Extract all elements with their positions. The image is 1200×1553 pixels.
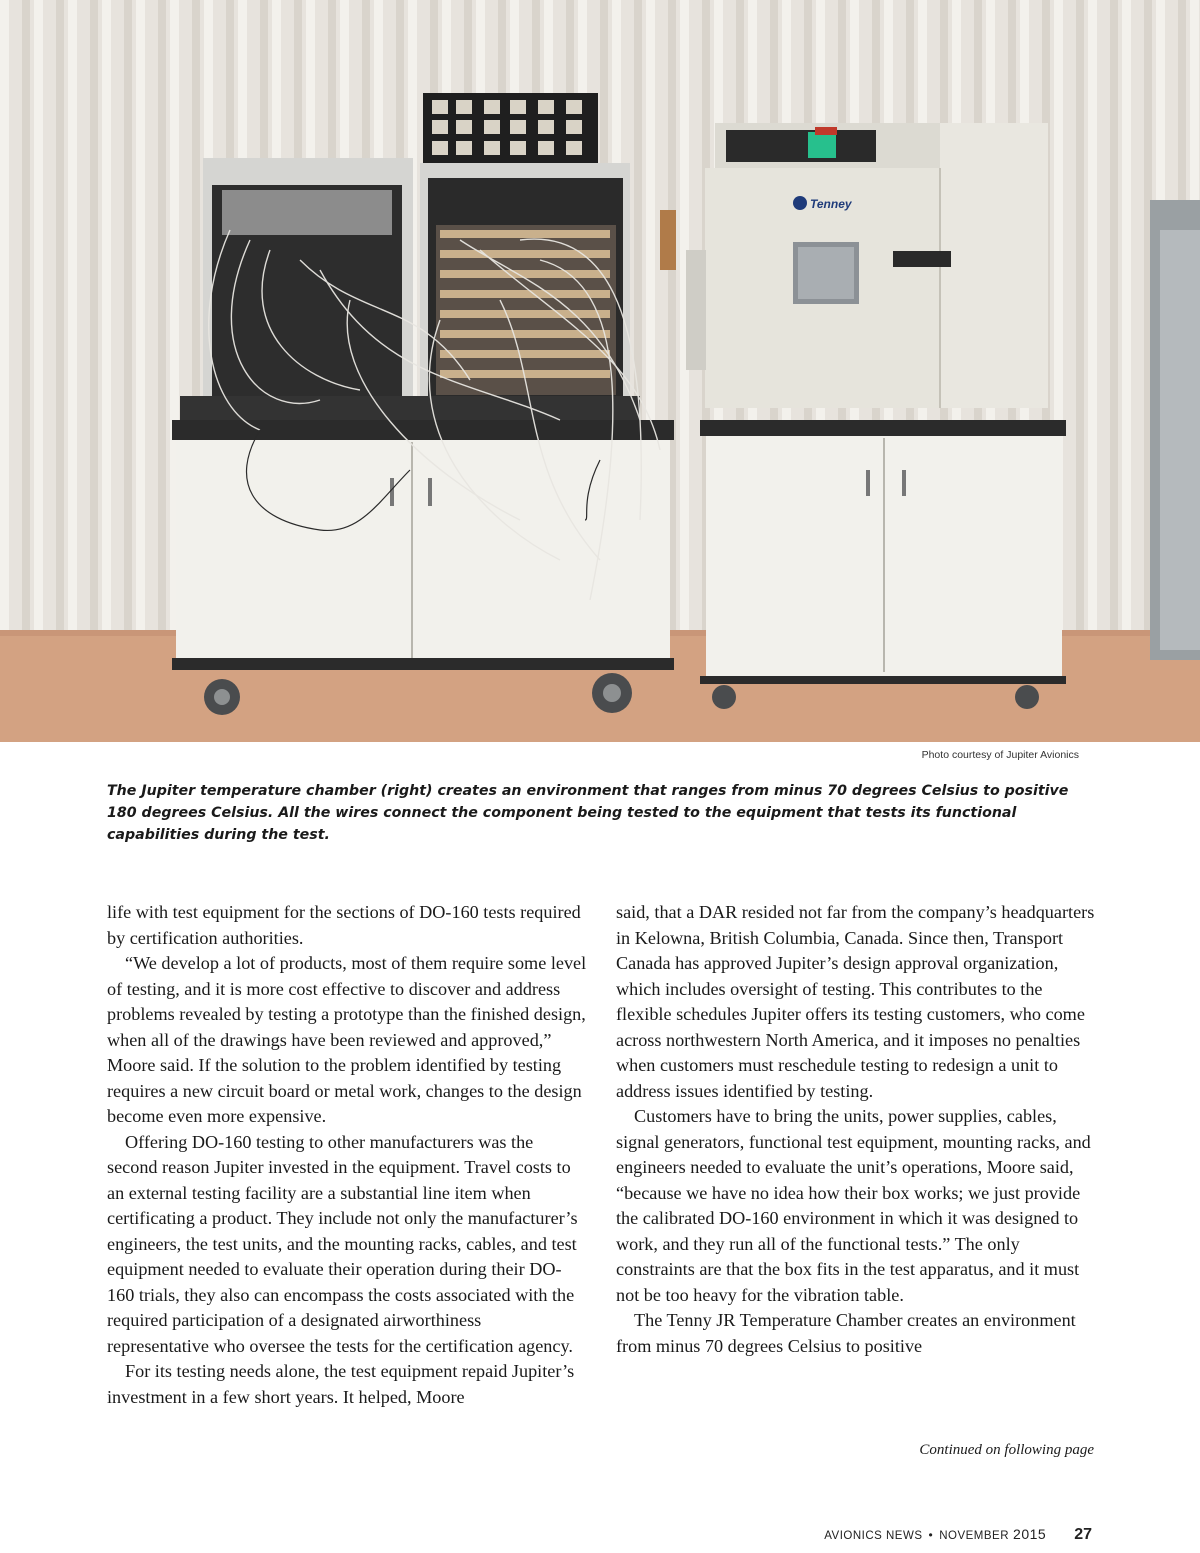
- article-column-right: [616, 900, 1096, 1359]
- issue-year: 2015: [1013, 1526, 1047, 1542]
- continued-note: Continued on following page: [919, 1442, 1094, 1458]
- test-rack-bench: [172, 93, 674, 715]
- paragraph: Customers have to bring the units, power supplies, cables, signal generators, functional test equipment, mounting racks, and engineers needed to evaluate the unit’s operations, Moore said, “because we have no idea how their box works; we just provide the calibrated DO-160 environment in which it was designed to work, and they run all of the functional tests.” The only constraints are that the box fits in the test apparatus, and it must not be too heavy for the vibration table.: [616, 1106, 1091, 1305]
- publication-name: AVIONICS NEWS: [824, 1530, 923, 1542]
- paragraph: The Tenny JR Temperature Chamber creates an environment from minus 70 degrees Celsius to positive: [616, 1310, 1076, 1356]
- paragraph: Offering DO-160 testing to other manufacturers was the second reason Jupiter invested in the equipment. Travel costs to an external testing facility are a substantial line item when certificating a product. They include not only the manufacturer’s engineers, the test units, and the mounting racks, cables, and test equipment needed to evaluate their operation during their DO-160 trials, they also can encompass the costs associated with the required participation of a designated airworthiness representative who oversee the tests for the certification agency.: [107, 1131, 578, 1356]
- paragraph: life with test equipment for the sections of DO-160 tests required by certification authorities.: [107, 902, 581, 948]
- footer-bullet: •: [928, 1528, 934, 1542]
- photo-caption: The Jupiter temperature chamber (right) creates an environment that ranges from minus 70 degrees Celsius to positive 180 degrees Celsius. All the wires connect the component being tested to the equipment that tests its functional capabilities during the test.: [107, 783, 1069, 843]
- paragraph: For its testing needs alone, the test equipment repaid Jupiter’s investment in a few short years. It helped, Moore: [107, 1361, 575, 1407]
- paragraph: “We develop a lot of products, most of them require some level of testing, and it is more cost effective to discover and address problems revealed by testing a prototype than the finished design, when all of the drawings have been reviewed and approved,” Moore said. If the solution to the problem identified by testing requires a new circuit board or metal work, changes to the design become even more expensive.: [107, 953, 587, 1126]
- article-photo: [0, 0, 1200, 742]
- paragraph: said, that a DAR resided not far from the company’s headquarters in Kelowna, British Columbia, Canada. Since then, Transport Canada has approved Jupiter’s design approval organization, which includes oversight of testing. This contributes to the flexible schedules Jupiter offers its testing customers, who come across northwestern North America, and it imposes no penalties when customers must reschedule testing to redesign a unit to address issues identified by testing.: [616, 902, 1095, 1101]
- page-number: 27: [1074, 1526, 1092, 1543]
- issue-month: NOVEMBER: [939, 1530, 1010, 1542]
- photo-credit: Photo courtesy of Jupiter Avionics: [921, 749, 1079, 761]
- article-column-left: [107, 900, 587, 1410]
- page-footer: [824, 1526, 1092, 1544]
- tenney-logo: Tenney: [810, 197, 852, 211]
